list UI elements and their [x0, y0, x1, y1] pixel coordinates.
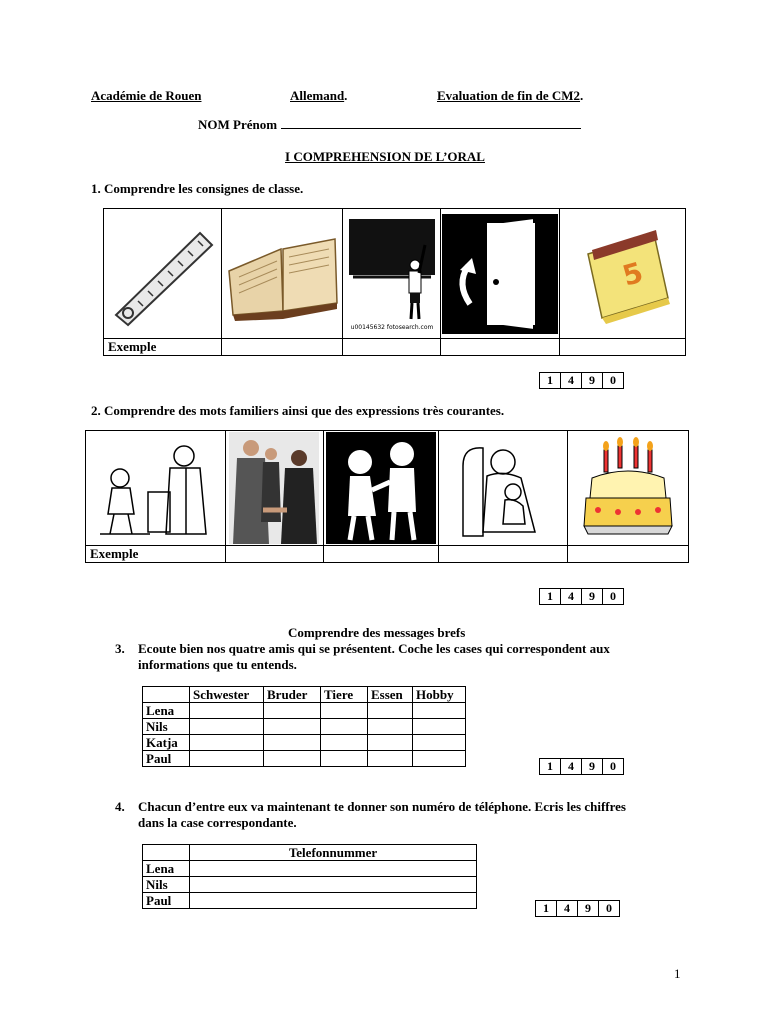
column-header: Tiere [321, 687, 368, 703]
name-label: NOM Prénom [198, 117, 278, 132]
score-digit: 4 [560, 588, 582, 605]
subject-text: Allemand [290, 88, 345, 103]
push-icon [326, 432, 436, 544]
check-cell[interactable] [368, 703, 413, 719]
section-title: I COMPREHENSION DE L’ORAL [285, 149, 485, 164]
q3-instruction-line1: Ecoute bien nos quatre amis qui se présentent. Coche les cases qui correspondent aux [138, 641, 610, 656]
q1-title: 1. Comprendre les consignes de classe. [91, 181, 304, 196]
score-box [536, 900, 620, 917]
score-digit: 1 [539, 758, 561, 775]
ruler-picture [104, 209, 222, 339]
q4-number: 4. [115, 799, 125, 814]
score-digit: 0 [602, 758, 624, 775]
name-field [198, 117, 581, 133]
q4-instruction-line1: Chacun d’entre eux va maintenant te donner son numéro de téléphone. Ecris les chiffres [138, 799, 626, 814]
image-credit: u00145632 fotosearch.com [350, 323, 433, 331]
q1-example-label: Exemple [104, 339, 222, 356]
score-digit: 4 [560, 372, 582, 389]
row-label: Katja [143, 735, 190, 751]
calendar-picture [560, 209, 686, 339]
q2-answer-cell[interactable] [323, 546, 438, 563]
score-digit: 0 [598, 900, 620, 917]
check-cell[interactable] [264, 703, 321, 719]
book-picture [222, 209, 343, 339]
name-line[interactable] [281, 118, 581, 129]
check-cell[interactable] [321, 735, 368, 751]
svg-text:5: 5 [618, 255, 647, 293]
check-cell[interactable] [264, 751, 321, 767]
q2-picture-table [85, 430, 689, 563]
q3-subheading: Comprendre des messages brefs [288, 625, 466, 640]
check-cell[interactable] [413, 751, 466, 767]
door-picture [441, 209, 560, 339]
column-header: Telefonnummer [190, 845, 477, 861]
q2-example-label: Exemple [86, 546, 226, 563]
check-cell[interactable] [368, 751, 413, 767]
check-cell[interactable] [190, 751, 264, 767]
row-label: Nils [143, 719, 190, 735]
subject-label [290, 88, 347, 104]
score-digit: 9 [581, 758, 603, 775]
q3-instruction-line2: informations que tu entends. [138, 657, 297, 672]
birthday-cake-icon [578, 436, 678, 540]
q4-instruction-line2: dans la case correspondante. [138, 815, 297, 830]
doctor-picture [86, 431, 226, 546]
row-label: Nils [143, 877, 190, 893]
check-cell[interactable] [264, 735, 321, 751]
column-header: Bruder [264, 687, 321, 703]
phone-number-cell[interactable] [190, 877, 477, 893]
column-header: Essen [368, 687, 413, 703]
check-cell[interactable] [190, 735, 264, 751]
check-cell[interactable] [413, 703, 466, 719]
open-book-icon [223, 219, 341, 329]
q2-answer-cell[interactable] [225, 546, 323, 563]
score-digit: 4 [560, 758, 582, 775]
column-header: Hobby [413, 687, 466, 703]
handshake-icon [229, 432, 319, 544]
doctor-patient-icon [90, 434, 220, 542]
q2-title: 2. Comprendre des mots familiers ainsi que des expressions très courantes. [91, 403, 505, 418]
q3-number: 3. [115, 641, 125, 656]
score-box [540, 758, 624, 775]
q1-answer-cell[interactable] [560, 339, 686, 356]
grid-corner [143, 687, 190, 703]
bully-picture [323, 431, 438, 546]
q3-grid [142, 686, 466, 767]
q1-answer-cell[interactable] [441, 339, 560, 356]
check-cell[interactable] [368, 719, 413, 735]
evaluation-label [437, 88, 583, 104]
check-cell[interactable] [321, 751, 368, 767]
row-label: Lena [143, 861, 190, 877]
grid-corner [143, 845, 190, 861]
phone-number-cell[interactable] [190, 893, 477, 909]
q2-answer-cell[interactable] [438, 546, 568, 563]
calendar-icon [568, 224, 678, 324]
ruler-icon [108, 219, 218, 329]
score-digit: 0 [602, 588, 624, 605]
score-digit: 9 [581, 588, 603, 605]
score-digit: 9 [581, 372, 603, 389]
row-label: Paul [143, 751, 190, 767]
check-cell[interactable] [413, 735, 466, 751]
academy-label: Académie de Rouen [91, 88, 202, 103]
q4-grid [142, 844, 477, 909]
evaluation-suffix: . [580, 88, 584, 103]
family-picture [438, 431, 568, 546]
row-label: Lena [143, 703, 190, 719]
score-digit: 4 [556, 900, 578, 917]
grandmother-child-icon [443, 436, 563, 540]
phone-number-cell[interactable] [190, 861, 477, 877]
check-cell[interactable] [190, 719, 264, 735]
q1-answer-cell[interactable] [342, 339, 441, 356]
blackboard-picture [342, 209, 441, 339]
score-digit: 1 [535, 900, 557, 917]
score-box [540, 588, 624, 605]
q1-answer-cell[interactable] [222, 339, 343, 356]
check-cell[interactable] [368, 735, 413, 751]
column-header: Schwester [190, 687, 264, 703]
check-cell[interactable] [264, 719, 321, 735]
subject-suffix: . [344, 88, 348, 103]
score-digit: 9 [577, 900, 599, 917]
check-cell[interactable] [190, 703, 264, 719]
check-cell[interactable] [321, 719, 368, 735]
q2-answer-cell[interactable] [568, 546, 689, 563]
blackboard-icon [345, 215, 439, 333]
score-digit: 0 [602, 372, 624, 389]
page-number: 1 [674, 966, 681, 981]
score-box [540, 372, 624, 389]
score-digit: 1 [539, 372, 561, 389]
check-cell[interactable] [413, 719, 466, 735]
check-cell[interactable] [321, 703, 368, 719]
score-digit: 1 [539, 588, 561, 605]
q1-picture-table [103, 208, 686, 356]
handshake-picture [225, 431, 323, 546]
cake-picture [568, 431, 689, 546]
row-label: Paul [143, 893, 190, 909]
evaluation-text: Evaluation de fin de CM2 [437, 88, 581, 103]
open-door-icon [442, 214, 558, 334]
